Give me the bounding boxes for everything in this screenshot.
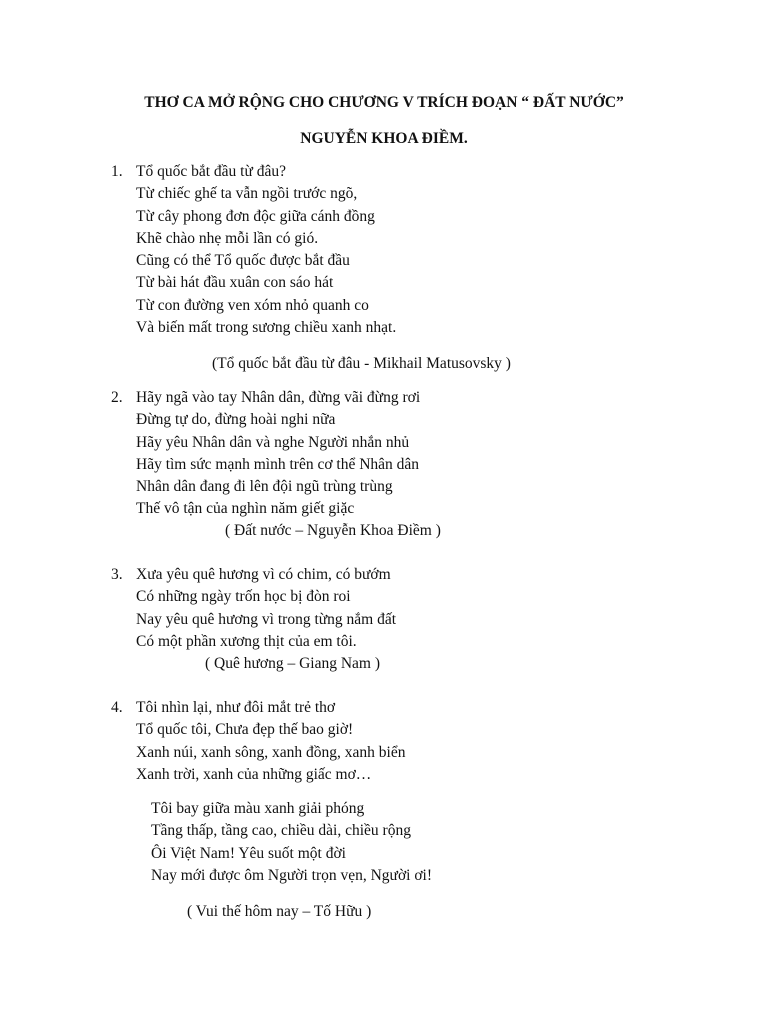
poem-lines: [136, 161, 396, 339]
poem-line: Tổ quốc tôi, Chưa đẹp thế bao giờ!: [136, 721, 354, 739]
poem-number: 1.: [111, 163, 123, 180]
poem-line: Cũng có thể Tổ quốc được bắt đầu: [136, 252, 350, 270]
poem-line: Và biến mất trong sương chiều xanh nhạt.: [136, 319, 397, 337]
poem-line: Hãy tìm sức mạnh mình trên cơ thể Nhân dân: [136, 455, 420, 473]
poem-line: Từ chiếc ghế ta vẫn ngồi trước ngõ,: [136, 185, 358, 203]
document-subtitle-author: NGUYỄN KHOA ĐIỀM.: [300, 130, 468, 147]
poem-source: (Tổ quốc bắt đầu từ đâu - Mikhail Matusovsky ): [212, 355, 511, 372]
poem-lines: [136, 564, 396, 653]
poem-line: Xanh trời, xanh của những giấc mơ…: [136, 765, 372, 783]
poem-source: ( Đất nước – Nguyễn Khoa Điềm ): [225, 522, 441, 539]
poem-line: Tổ quốc bắt đầu từ đâu?: [136, 163, 287, 180]
poem-line: Khẽ chào nhẹ mỗi lần có gió.: [136, 229, 319, 247]
poem-lines: [136, 387, 420, 521]
poem-line: Tầng thấp, tầng cao, chiều dài, chiều rộng: [151, 822, 411, 840]
poem-line: Xanh núi, xanh sông, xanh đồng, xanh biển: [136, 743, 406, 761]
poem-lines-stanza-2: [151, 798, 432, 887]
poem-line: Từ bài hát đầu xuân con sáo hát: [136, 274, 334, 292]
poem-line: Nay yêu quê hương vì trong từng nắm đất: [136, 610, 397, 628]
poem-line: Nay mới được ôm Người trọn vẹn, Người ơi!: [151, 866, 432, 884]
poem-lines: [136, 697, 406, 786]
poem-line: Có những ngày trốn học bị đòn roi: [136, 588, 351, 606]
poem-number: 4.: [111, 699, 123, 716]
poem-line: Ôi Việt Nam! Yêu suốt một đời: [151, 844, 346, 862]
poem-line: Xưa yêu quê hương vì có chim, có bướm: [136, 566, 391, 583]
poem-line: Từ cây phong đơn độc giữa cánh đồng: [136, 207, 375, 225]
poem-line: Tôi bay giữa màu xanh giải phóng: [151, 800, 365, 817]
poem-number: 3.: [111, 566, 123, 583]
poem-line: Có một phần xương thịt của em tôi.: [136, 632, 357, 650]
document-title: THƠ CA MỞ RỘNG CHO CHƯƠNG V TRÍCH ĐOẠN “ ĐẤT NƯỚC”: [144, 94, 624, 111]
poem-line: Hãy yêu Nhân dân và nghe Người nhắn nhủ: [136, 433, 410, 451]
poem-source: ( Quê hương – Giang Nam ): [205, 655, 381, 672]
poem-line: Đừng tự do, đừng hoài nghi nữa: [136, 411, 336, 429]
poem-line: Hãy ngã vào tay Nhân dân, đừng vãi đừng rơi: [136, 389, 421, 406]
poem-source: ( Vui thế hôm nay – Tố Hữu ): [187, 903, 372, 920]
poem-number: 2.: [111, 389, 123, 406]
poem-line: Nhân dân đang đi lên đội ngũ trùng trùng: [136, 478, 393, 496]
poem-line: Tôi nhìn lại, như đôi mắt trẻ thơ: [136, 699, 336, 716]
poem-line: Từ con đường ven xóm nhỏ quanh co: [136, 296, 369, 314]
poem-line: Thế vô tận của nghìn năm giết giặc: [136, 500, 355, 518]
